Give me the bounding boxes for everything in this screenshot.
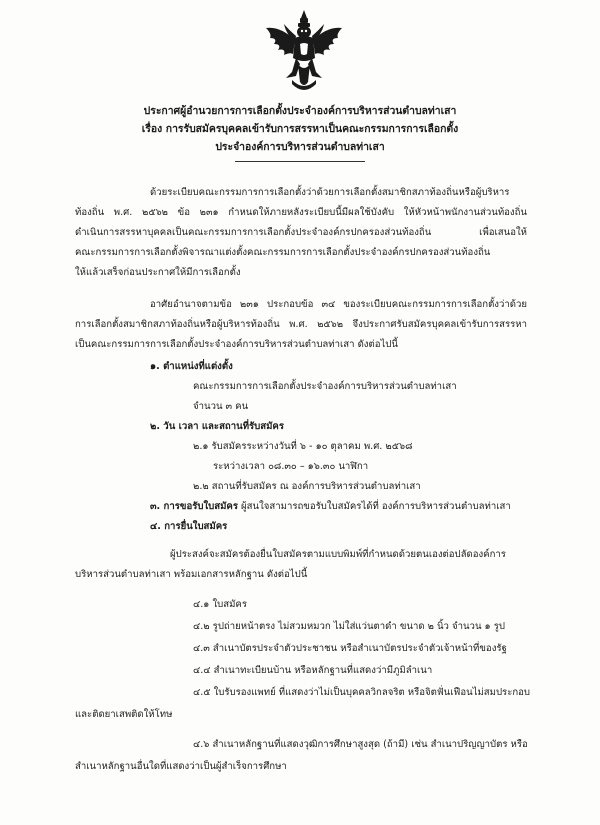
section-3 <box>150 501 511 513</box>
section-4-intro-line-2: บริหารส่วนตำบลท่าเสา พร้อมเอกสารหลักฐาน ดังต่อไปนี้ <box>75 569 308 580</box>
document-item-4-2: ๔.๒ รูปถ่ายหน้าตรง ไม่สวมหมวก ไม่ใส่แว่นตาดำ ขนาด ๒ นิ้ว จำนวน ๑ รูป <box>193 621 505 632</box>
section-2-item-1-time: ระหว่างเวลา ๐๘.๓๐ – ๑๖.๓๐ นาฬิกา <box>213 461 369 472</box>
section-3-heading: ๓. การขอรับใบสมัคร <box>150 501 238 512</box>
paragraph-1-line-5: ให้แล้วเสร็จก่อนประกาศให้มีการเลือกตั้ง <box>75 267 241 278</box>
paragraph-1-line-4: คณะกรรมการการเลือกตั้งพิจารณาแต่งตั้งคณะกรรมการการเลือกตั้งประจำองค์กรปกครองส่วนท้องถิ่น <box>75 247 491 258</box>
document-item-4-5-line-1: ๔.๕ ใบรับรองแพทย์ ที่แสดงว่าไม่เป็นบุคคลวิกลจริต หรือจิตฟั่นเฟือนไม่สมประกอบ <box>193 687 531 698</box>
document-item-4-6-line-2: สำเนาหลักฐานอื่นใดที่แสดงว่าเป็นผู้สำเร็จการศึกษา <box>75 761 287 772</box>
title-line-3: ประจำองค์การบริหารส่วนตำบลท่าเสา <box>215 141 385 153</box>
document-item-4-5-line-2: และติดยาเสพติดให้โทษ <box>75 709 173 720</box>
section-1-count: จำนวน ๓ คน <box>193 401 249 412</box>
section-2-heading: ๒. วัน เวลา และสถานที่รับสมัคร <box>150 421 285 432</box>
paragraph-2-line-1: อาศัยอำนาจตามข้อ ๒๓๑ ประกอบข้อ ๓๔ ของระเบียบคณะกรรมการการเลือกตั้งว่าด้วย <box>150 299 527 310</box>
document-item-4-3: ๔.๓ สำเนาบัตรประจำตัวประชาชน หรือสำเนาบัตรประจำตัวเจ้าหน้าที่ของรัฐ <box>193 643 507 654</box>
paragraph-1-line-1: ด้วยระเบียบคณะกรรมการการเลือกตั้งว่าด้วยการเลือกตั้งสมาชิกสภาท้องถิ่นหรือผู้บริหาร <box>150 187 510 198</box>
paragraph-1-line-3: ดำเนินการสรรหาบุคคลเป็นคณะกรรมการการเลือกตั้งประจำองค์กรปกครองส่วนท้องถิ่น เพื่อเสนอให้ <box>75 227 527 238</box>
garuda-emblem-icon <box>262 8 346 94</box>
section-3-text: ผู้สนใจสามารถขอรับใบสมัครได้ที่ องค์การบริหารส่วนตำบลท่าเสา <box>241 501 511 512</box>
section-2-item-1: ๒.๑ รับสมัครระหว่างวันที่ ๖ - ๑๐ ตุลาคม พ.ศ. ๒๕๖๘ <box>193 441 413 452</box>
section-4-intro-line-1: ผู้ประสงค์จะสมัครต้องยื่นใบสมัครตามแบบพิมพ์ที่กำหนดด้วยตนเองต่อปลัดองค์การ <box>170 549 506 560</box>
document-item-4-6-line-1: ๔.๖ สำเนาหลักฐานที่แสดงวุฒิการศึกษาสูงสุด (ถ้ามี) เช่น สำเนาปริญญาบัตร หรือ <box>193 739 528 750</box>
paragraph-2-line-2: การเลือกตั้งสมาชิกสภาท้องถิ่นหรือผู้บริหารท้องถิ่น พ.ศ. ๒๕๖๒ จึงประกาศรับสมัครบุคคลเข้ารับการสรรหา <box>75 319 527 330</box>
paragraph-2-line-3: เป็นคณะกรรมการการเลือกตั้งประจำองค์การบริหารส่วนตำบลท่าเสา ดังต่อไปนี้ <box>75 339 398 350</box>
section-1-item: คณะกรรมการการเลือกตั้งประจำองค์การบริหารส่วนตำบลท่าเสา <box>193 381 457 392</box>
section-2-item-2: ๒.๒ สถานที่รับสมัคร ณ องค์การบริหารส่วนตำบลท่าเสา <box>193 481 421 492</box>
title-line-2: เรื่อง การรับสมัครบุคคลเข้ารับการสรรหาเป็นคณะกรรมการการเลือกตั้ง <box>141 123 459 135</box>
paragraph-1-line-2: ท้องถิ่น พ.ศ. ๒๕๖๒ ข้อ ๒๓๑ กำหนดให้ภายหลังระเบียบนี้มีผลใช้บังคับ ให้หัวหน้าพนักงานส่วนท้องถิ่น <box>75 207 527 218</box>
title-line-1: ประกาศผู้อำนวยการการเลือกตั้งประจำองค์การบริหารส่วนตำบลท่าเสา <box>143 105 457 117</box>
section-4-heading: ๔. การยื่นใบสมัคร <box>150 521 228 532</box>
section-1-heading: ๑. ตำแหน่งที่แต่งตั้ง <box>150 361 233 372</box>
title-divider <box>235 161 365 162</box>
document-item-4-1: ๔.๑ ใบสมัคร <box>193 599 247 610</box>
document-item-4-4: ๔.๔ สำเนาทะเบียนบ้าน หรือหลักฐานที่แสดงว่ามีภูมิลำเนา <box>193 665 433 676</box>
